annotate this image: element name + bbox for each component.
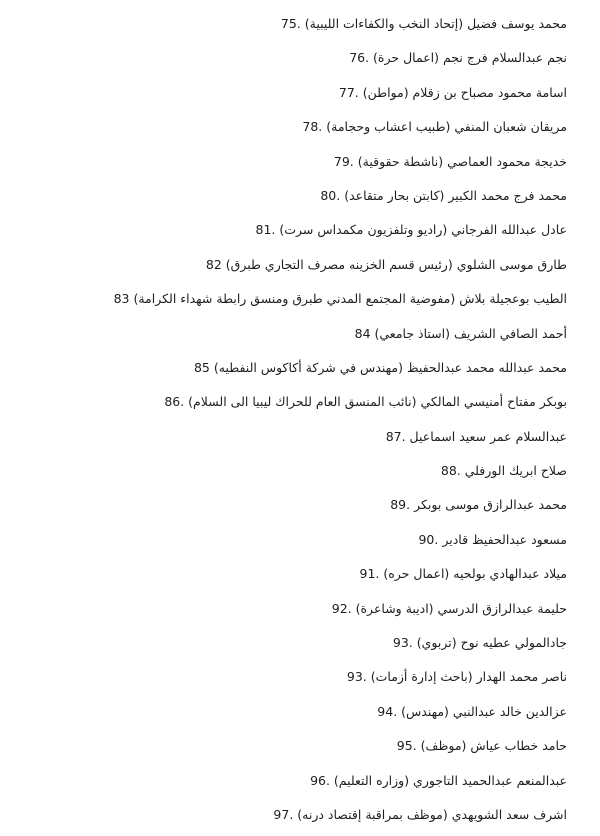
entry-text: ميلاد عبدالهادي بولحيه (اعمال حره) .91 (359, 566, 567, 582)
list-item (0, 695, 600, 729)
list-item (0, 179, 600, 213)
list-item (0, 626, 600, 660)
document-page (0, 7, 600, 832)
entry-text: عزالدين خالد عبدالنبي (مهندس) .94 (377, 703, 567, 719)
entry-text: مريقان شعبان المنفي (طبيب اعشاب وحجامة) .78 (302, 119, 567, 135)
entry-text: مسعود عبدالحفيظ قادير .90 (418, 531, 567, 547)
entry-text: أحمد الصافي الشريف (استاذ جامعي) 84 (354, 325, 567, 341)
list-item (0, 557, 600, 591)
entry-text: ناصر محمد الهدار (باحث إدارة أزمات) .93 (346, 669, 567, 685)
list-item (0, 592, 600, 626)
entry-text: عادل عبدالله الفرجاني (راديو وتلفزيون مكمداس سرت) .81 (255, 222, 567, 238)
list-item (0, 420, 600, 454)
entry-text: بوبكر مفتاح أمنيسي المالكي (نائب المنسق العام للحراك ليبيا الى السلام) .86 (164, 394, 567, 410)
list-item (0, 317, 600, 351)
entry-text: محمد فرج محمد الكبير (كابتن بحار متقاعد) .80 (320, 187, 567, 203)
list-item (0, 729, 600, 763)
entry-text: صلاح ابريك الورفلي .88 (440, 463, 567, 479)
list-item (0, 764, 600, 798)
list-item (0, 213, 600, 247)
list-item (0, 660, 600, 694)
list-item (0, 110, 600, 144)
list-item (0, 7, 600, 41)
entry-text: طارق موسى الشلوي (رئيس قسم الخزينه مصرف التجاري طبرق) 82 (205, 256, 567, 272)
list-item (0, 282, 600, 316)
list-item (0, 248, 600, 282)
entry-text: محمد يوسف فضيل (إتحاد النخب والكفاءات الليبية) .75 (280, 16, 567, 31)
entry-text: عبدالمنعم عبدالحميد التاجوري (وزاره التعليم) .96 (310, 772, 567, 788)
entry-text: خديجة محمود العماصي (ناشطة حقوقية) .79 (333, 153, 567, 169)
entry-text: الطيب بوعجيلة بلاش (مفوضية المجتمع المدني طبرق ومنسق رابطة شهداء الكرامة) 83 (113, 291, 567, 307)
entry-text: محمد عبدالرازق موسى بوبكر .89 (390, 497, 567, 513)
entry-text: جادالمولي عطيه نوح (تربوي) .93 (392, 635, 567, 651)
list-item (0, 351, 600, 385)
list-item (0, 454, 600, 488)
list-item (0, 385, 600, 419)
list-item (0, 798, 600, 832)
entry-text: عبدالسلام عمر سعيد اسماعيل .87 (385, 428, 567, 444)
list-item (0, 488, 600, 522)
entry-text: محمد عبدالله محمد عبدالحفيظ (مهندس في شركة أكاكوس النفطيه) 85 (193, 359, 567, 375)
entry-text: حامد خطاب عياش (موظف) .95 (396, 738, 567, 754)
list-item (0, 523, 600, 557)
list-item (0, 41, 600, 75)
entry-text: اشرف سعد الشويهدي (موظف بمراقبة إقتصاد درنه) .97 (273, 806, 567, 822)
entry-text: نجم عبدالسلام فرج نجم (اعمال حرة) .76 (349, 50, 567, 66)
list-item (0, 145, 600, 179)
list-item (0, 76, 600, 110)
entry-text: اسامة محمود مصباح بن زقلام (مواطن) .77 (338, 84, 567, 100)
entry-text: حليمة عبدالرازق الدرسي (اديبة وشاعرة) .92 (331, 600, 567, 616)
